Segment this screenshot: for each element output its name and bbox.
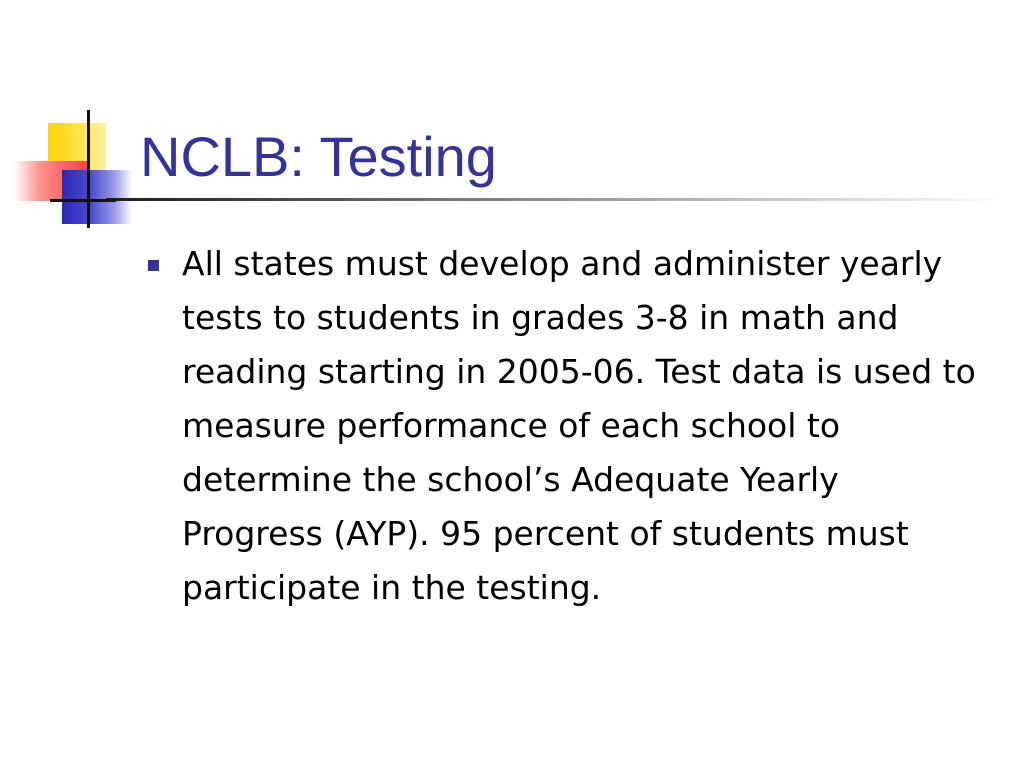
- logo-vertical-line: [87, 110, 90, 228]
- logo-blue-square: [62, 170, 132, 224]
- title-divider: [106, 198, 1006, 201]
- slide-title: NCLB: Testing: [140, 125, 497, 188]
- bullet-item: [145, 237, 995, 615]
- bullet-list: [145, 237, 995, 615]
- bullet-text: All states must develop and administer yearly tests to students in grades 3-8 in math and reading starting in 2005-06. Test data is used to measure performance of each school to determine the school’s Adequate Yearly Progress (AYP). 95 percent of students must participate in the testing.: [182, 244, 976, 607]
- square-bullet-icon: [148, 260, 159, 271]
